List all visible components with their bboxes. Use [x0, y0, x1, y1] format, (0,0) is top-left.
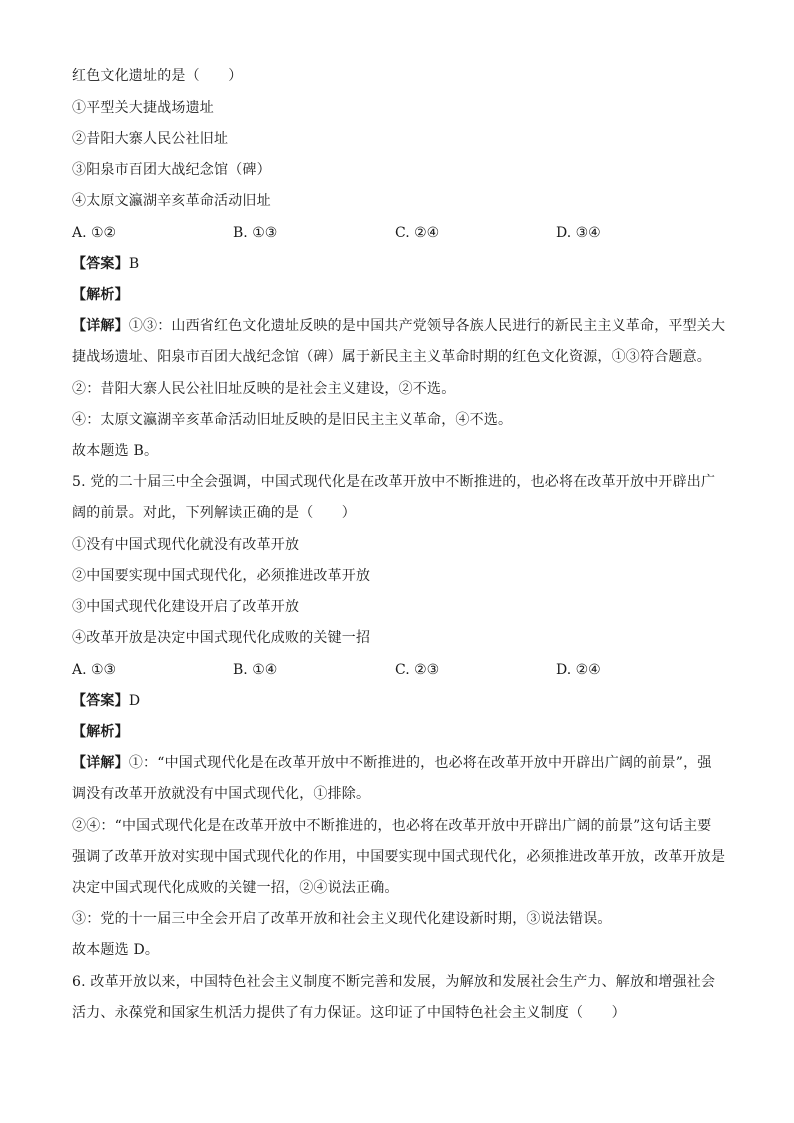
q4-detail-line-4: ④：太原文瀛湖辛亥革命活动旧址反映的是旧民主主义革命，④不选。 — [72, 412, 513, 428]
q6-stem-line-2: 活力、永葆党和国家生机活力提供了有力保证。这印证了中国特色社会主义制度（ ） — [72, 1005, 626, 1021]
q5-stem-line-2: 阔的前景。对此，下列解读正确的是（ ） — [72, 505, 356, 521]
q5-detail-line-2: 调没有改革开放就没有中国式现代化，①排除。 — [72, 786, 371, 802]
q5-detail-line-5: 决定中国式现代化成败的关键一招，②④说法正确。 — [72, 880, 399, 896]
detail-label: 【详解】 — [72, 755, 129, 771]
q5-option-c: C. ②③ — [395, 662, 440, 678]
q5-item-4: ④改革开放是决定中国式现代化成败的关键一招 — [72, 630, 371, 646]
detail-text: ①：“中国式现代化是在改革开放中不断推进的，也必将在改革开放中开辟出广阔的前景”，强 — [128, 755, 712, 771]
answer-label: 【答案】 — [72, 693, 129, 709]
q5-option-d: D. ②④ — [556, 662, 601, 678]
q4-detail-line-3: ②：昔阳大寨人民公社旧址反映的是社会主义建设，②不选。 — [72, 381, 456, 397]
q5-detail-line-4: 强调了改革开放对实现中国式现代化的作用，中国要实现中国式现代化，必须推进改革开放，改革开放是 — [72, 849, 726, 865]
q5-item-3: ③中国式现代化建设开启了改革开放 — [72, 599, 300, 615]
detail-label: 【详解】 — [72, 318, 129, 334]
q4-answer — [72, 254, 139, 274]
q4-option-c: C. ②④ — [395, 225, 440, 241]
q5-detail-line-6: ③：党的十一届三中全会开启了改革开放和社会主义现代化建设新时期，③说法错误。 — [72, 911, 612, 927]
q6-stem-line-1: 6. 改革开放以来，中国特色社会主义制度不断完善和发展，为解放和发展社会生产力、解放和增强社会 — [72, 974, 716, 990]
q5-detail-line-1 — [72, 753, 712, 773]
q5-detail-line-7: 故本题选 D。 — [72, 942, 160, 958]
detail-text: ①③：山西省红色文化遗址反映的是中国共产党领导各族人民进行的新民主主义革命，平型关大 — [128, 318, 726, 334]
q4-analysis-label: 【解析】 — [72, 287, 129, 303]
q5-answer — [72, 691, 140, 711]
q5-stem-line-1: 5. 党的二十届三中全会强调，中国式现代化是在改革开放中不断推进的，也必将在改革开放中开辟出广 — [72, 474, 716, 490]
answer-value: D — [128, 693, 141, 709]
q4-item-3: ③阳泉市百团大战纪念馆（碑） — [72, 162, 271, 178]
q5-item-1: ①没有中国式现代化就没有改革开放 — [72, 537, 300, 553]
q5-detail-line-3: ②④：“中国式现代化是在改革开放中不断推进的，也必将在改革开放中开辟出广阔的前景”这句话主要 — [72, 818, 712, 834]
answer-value: B — [128, 256, 140, 272]
answer-label: 【答案】 — [72, 256, 129, 272]
q4-detail-line-1 — [72, 316, 725, 336]
q4-detail-line-5: 故本题选 B。 — [72, 443, 159, 459]
q4-item-1: ①平型关大捷战场遗址 — [72, 100, 214, 116]
q4-option-d: D. ③④ — [556, 225, 601, 241]
q5-analysis-label: 【解析】 — [72, 724, 129, 740]
q4-stem-tail: 红色文化遗址的是（ ） — [72, 68, 243, 84]
q5-option-a: A. ①③ — [72, 662, 117, 678]
q5-option-b: B. ①④ — [233, 662, 278, 678]
q4-option-a: A. ①② — [72, 225, 117, 241]
q4-option-b: B. ①③ — [233, 225, 278, 241]
q4-detail-line-2: 捷战场遗址、阳泉市百团大战纪念馆（碑）属于新民主主义革命时期的红色文化资源，①③符合题意。 — [72, 349, 711, 365]
q4-item-4: ④太原文瀛湖辛亥革命活动旧址 — [72, 193, 271, 209]
q4-item-2: ②昔阳大寨人民公社旧址 — [72, 131, 229, 147]
q5-item-2: ②中国要实现中国式现代化，必须推进改革开放 — [72, 568, 371, 584]
